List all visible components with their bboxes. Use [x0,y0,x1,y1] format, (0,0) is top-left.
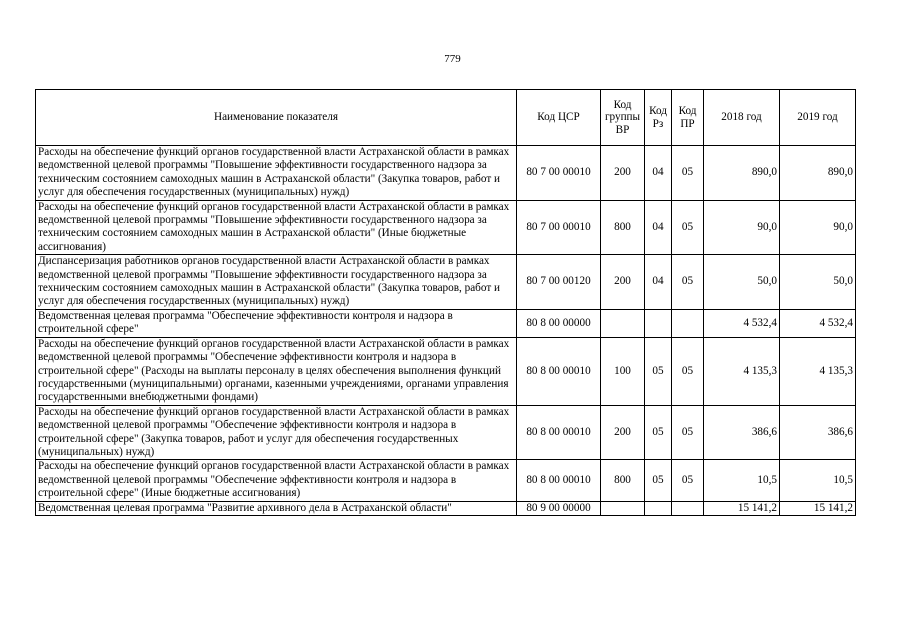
row-rz: 05 [645,337,672,405]
row-2019: 890,0 [780,146,856,201]
row-name: Расходы на обеспечение функций органов государственной власти Астраханской области в рамках ведомственной целевой программы "Обеспечение эффективности контроля и надзора в строительной сфере" (Расходы на выплаты персоналу в целях обеспечения выполнения функций государственными (муниципальными) органами, казенными учреждениями, органами управления государственными внебюджетными фондами) [36,337,517,405]
row-2019: 4 532,4 [780,309,856,337]
row-2018: 386,6 [704,405,780,460]
row-2018: 90,0 [704,200,780,255]
row-rz [645,309,672,337]
row-pr: 05 [672,200,704,255]
row-csr: 80 8 00 00010 [517,405,601,460]
table-row [36,146,856,201]
header-rz: Код Рз [645,90,672,146]
row-name: Диспансеризация работников органов государственной власти Астраханской области в рамках ведомственной целевой программы "Повышение эффективности государственного надзора за техническим состоянием самоходных машин в Астраханской области" (Закупка товаров, работ и услуг для обеспечения государственных (муниципальных) нужд) [36,255,517,310]
row-csr: 80 9 00 00000 [517,501,601,515]
row-pr: 05 [672,146,704,201]
row-2018: 890,0 [704,146,780,201]
row-vr [601,309,645,337]
header-vr: Код группы ВР [601,90,645,146]
budget-table [35,89,856,516]
row-2019: 15 141,2 [780,501,856,515]
row-csr: 80 7 00 00010 [517,146,601,201]
row-2019: 10,5 [780,460,856,501]
row-2019: 386,6 [780,405,856,460]
row-csr: 80 7 00 00120 [517,255,601,310]
row-pr [672,501,704,515]
row-vr: 200 [601,405,645,460]
row-name: Расходы на обеспечение функций органов государственной власти Астраханской области в рамках ведомственной целевой программы "Обеспечение эффективности контроля и надзора в строительной сфере" (Иные бюджетные ассигнования) [36,460,517,501]
row-vr [601,501,645,515]
row-2019: 90,0 [780,200,856,255]
row-vr: 100 [601,337,645,405]
row-pr: 05 [672,337,704,405]
row-2018: 10,5 [704,460,780,501]
row-name: Расходы на обеспечение функций органов государственной власти Астраханской области в рамках ведомственной целевой программы "Обеспечение эффективности контроля и надзора в строительной сфере" (Закупка товаров, работ и услуг для обеспечения государственных (муниципальных) нужд) [36,405,517,460]
row-rz: 05 [645,405,672,460]
row-2018: 4 135,3 [704,337,780,405]
row-rz: 04 [645,255,672,310]
row-csr: 80 7 00 00010 [517,200,601,255]
row-csr: 80 8 00 00010 [517,337,601,405]
header-pr: Код ПР [672,90,704,146]
table-row [36,200,856,255]
table-row [36,309,856,337]
header-2018: 2018 год [704,90,780,146]
table-row [36,255,856,310]
row-name: Ведомственная целевая программа "Обеспечение эффективности контроля и надзора в строительной сфере" [36,309,517,337]
row-vr: 200 [601,255,645,310]
row-vr: 200 [601,146,645,201]
table-header-row [36,90,856,146]
row-csr: 80 8 00 00000 [517,309,601,337]
table-row [36,337,856,405]
row-rz: 05 [645,460,672,501]
row-2018: 50,0 [704,255,780,310]
row-rz: 04 [645,200,672,255]
row-2019: 50,0 [780,255,856,310]
header-2019: 2019 год [780,90,856,146]
header-name: Наименование показателя [36,90,517,146]
row-name: Расходы на обеспечение функций органов государственной власти Астраханской области в рамках ведомственной целевой программы "Повышение эффективности государственного надзора за техническим состоянием самоходных машин в Астраханской области" (Иные бюджетные ассигнования) [36,200,517,255]
header-csr: Код ЦСР [517,90,601,146]
row-pr: 05 [672,460,704,501]
row-name: Расходы на обеспечение функций органов государственной власти Астраханской области в рамках ведомственной целевой программы "Повышение эффективности государственного надзора за техническим состоянием самоходных машин в Астраханской области" (Закупка товаров, работ и услуг для обеспечения государственных (муниципальных) нужд) [36,146,517,201]
row-vr: 800 [601,460,645,501]
row-pr: 05 [672,405,704,460]
row-pr [672,309,704,337]
row-rz [645,501,672,515]
row-name: Ведомственная целевая программа "Развитие архивного дела в Астраханской области" [36,501,517,515]
row-2018: 4 532,4 [704,309,780,337]
row-rz: 04 [645,146,672,201]
table-row [36,460,856,501]
page-number: 779 [444,53,461,65]
row-csr: 80 8 00 00010 [517,460,601,501]
row-vr: 800 [601,200,645,255]
row-2019: 4 135,3 [780,337,856,405]
row-2018: 15 141,2 [704,501,780,515]
table-row [36,501,856,515]
table-row [36,405,856,460]
row-pr: 05 [672,255,704,310]
